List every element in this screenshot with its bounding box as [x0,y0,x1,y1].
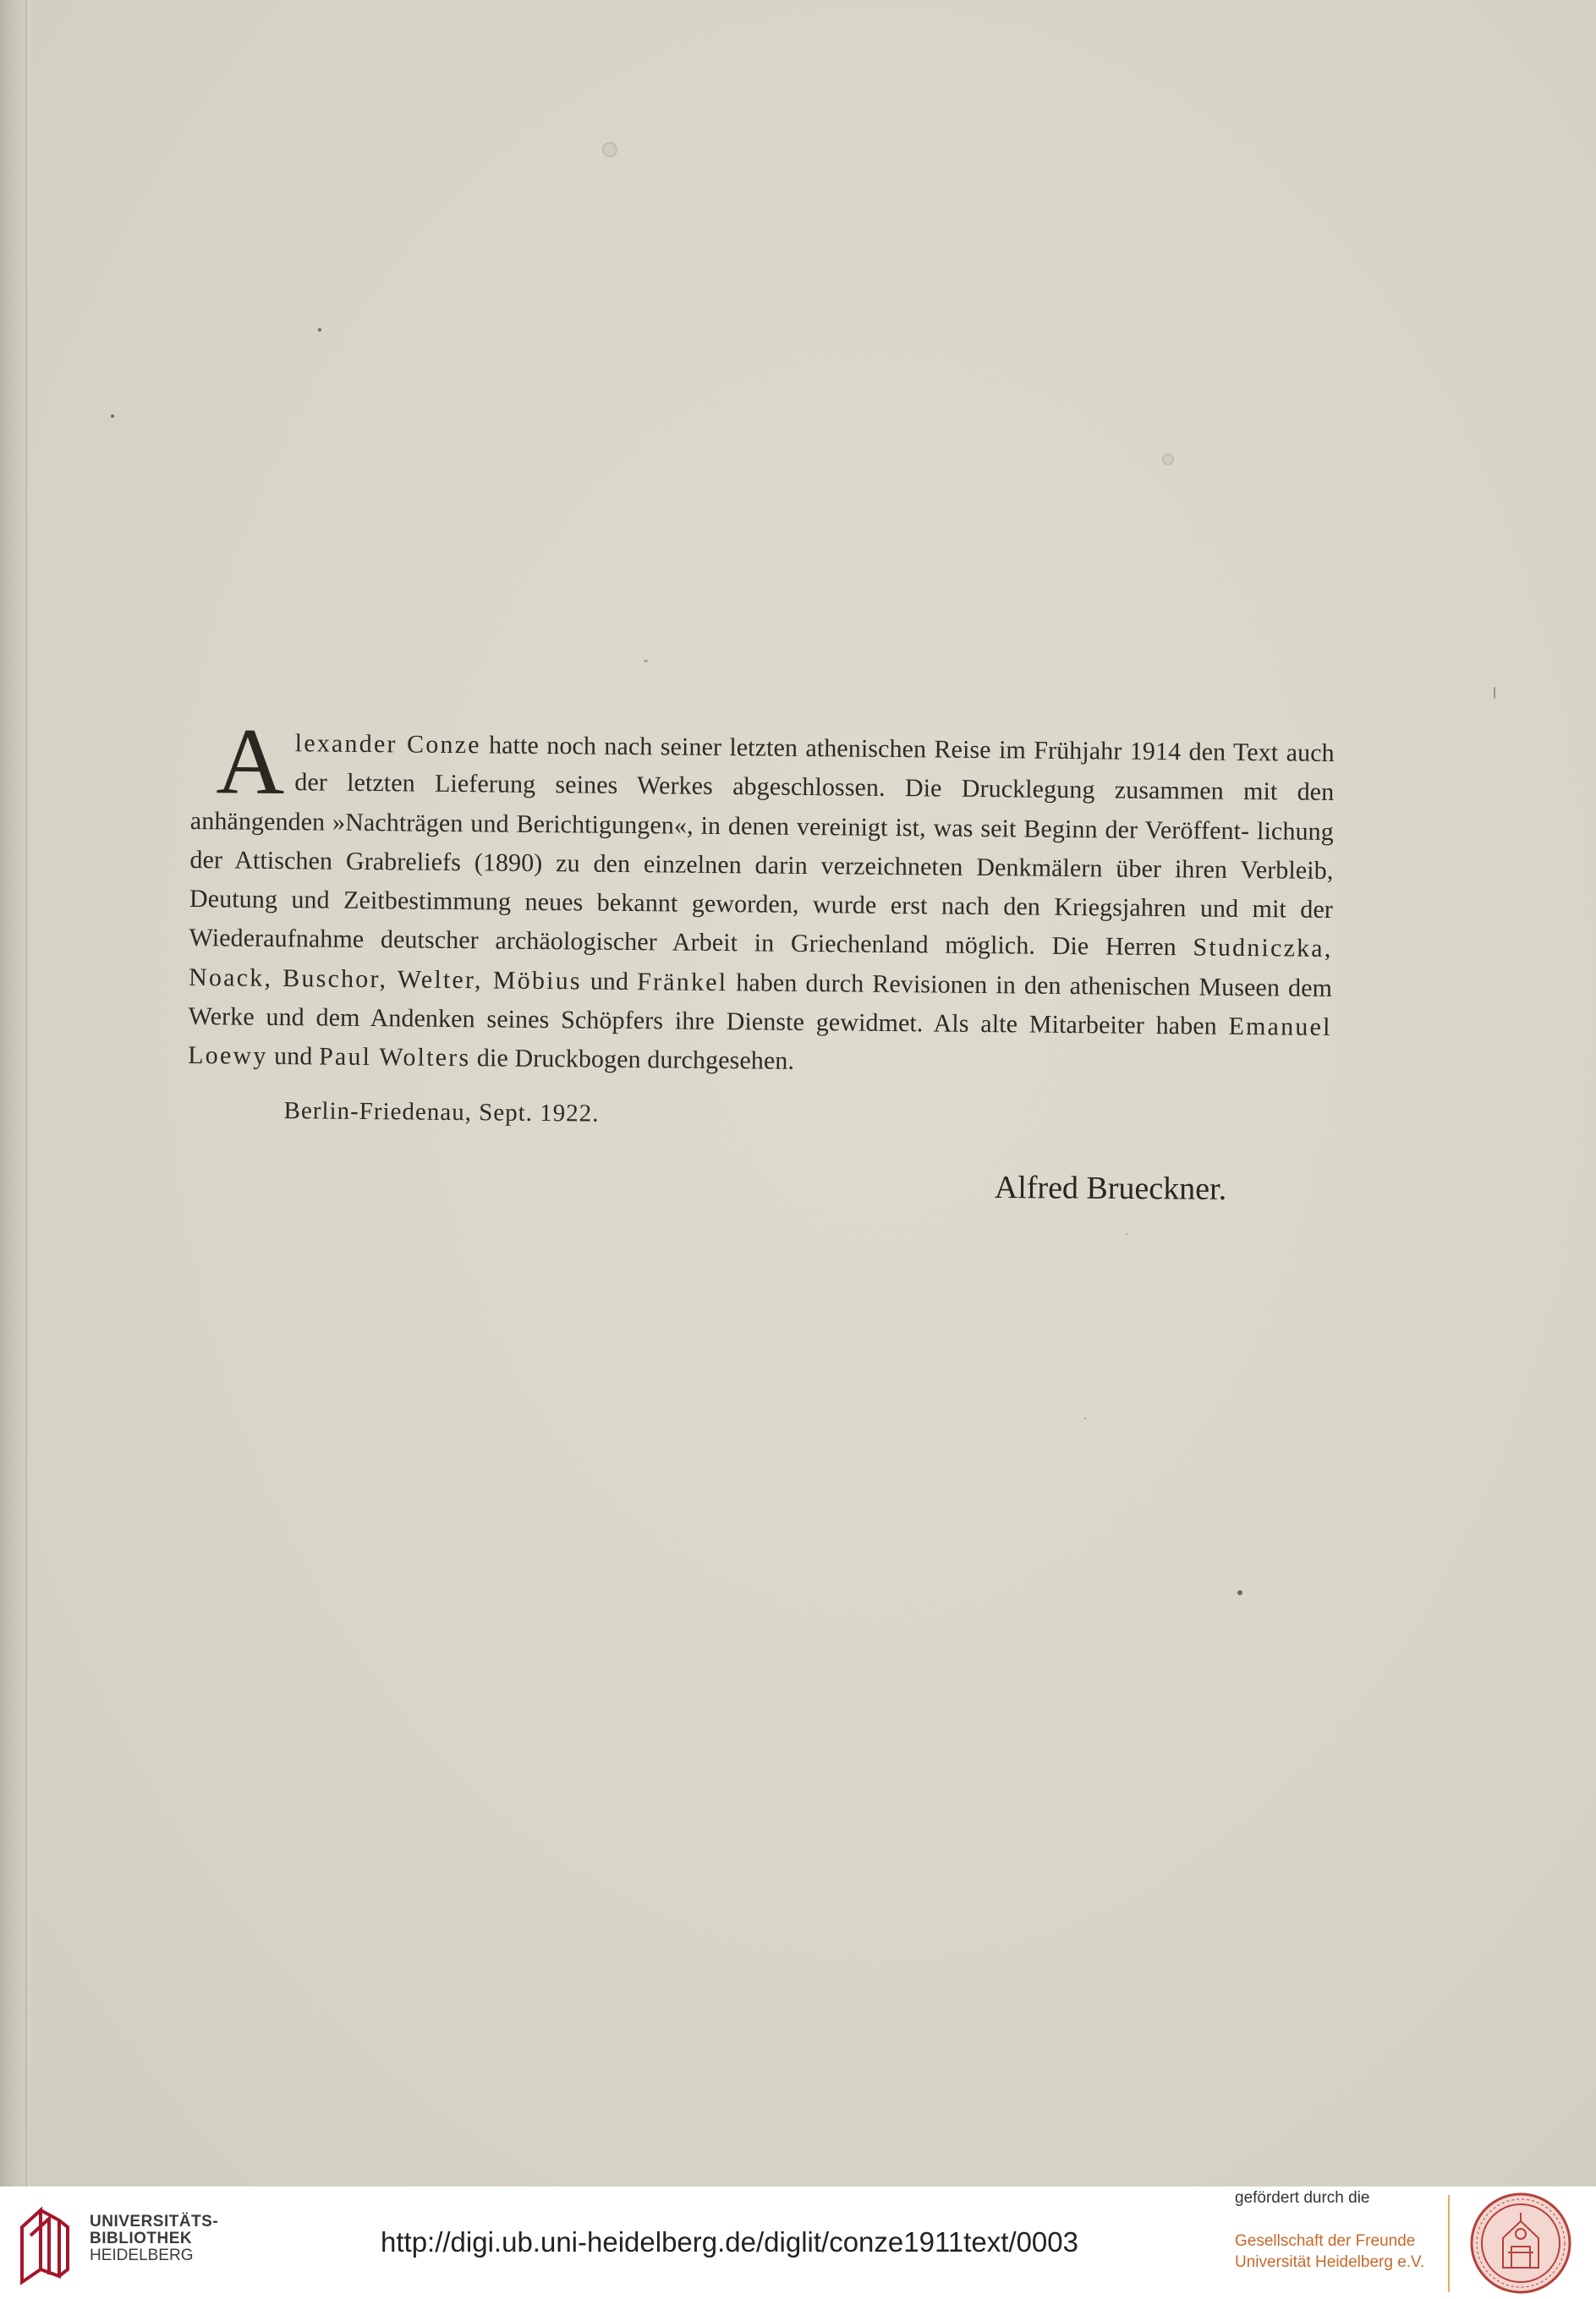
text-line: athenischen Museen dem Werke und dem Andenken seines Schöpfers ihre Dienste gewidmet. Als [188,971,1333,1038]
text-line: haben durch Revisionen in den [727,968,1061,1000]
text-line: und [267,1042,320,1071]
footer-divider [1448,2195,1450,2292]
paper-spot [1162,453,1174,465]
text-line: alte Mitarbeiter haben [980,1010,1229,1040]
ub-heidelberg-logo-icon [15,2202,74,2286]
footer-banner [0,2187,1596,2299]
text-line: die Druckbogen durchgesehen. [470,1044,795,1076]
paper-speck [111,414,114,418]
university-seal-icon [1469,2192,1572,2295]
text-line: hatte noch nach seiner letzten athenischen Reise im Frühjahr 1914 den Text [480,731,1279,767]
funded-by-label: gefördert durch die [1235,2189,1370,2207]
library-name-line: UNIVERSITÄTS- [90,2213,219,2230]
text-line: und [581,967,638,996]
preface-paragraph [188,709,1335,1087]
text-line: und mit der Wiederaufnahme deutscher archäologischer Arbeit in Griechenland möglich. Die Herren [189,894,1334,962]
paper-speck [1237,1590,1242,1595]
dateline: Berlin-Friedenau, Sept. 1922. [283,1096,600,1128]
library-name-line: HEIDELBERG [90,2247,194,2264]
paper-spot [602,142,617,157]
text-line: Verbleib, Deutung und Zeitbestimmung neues bekannt geworden, wurde erst nach den Kriegsjahren [189,855,1334,923]
text-line: anhängenden »Nachträgen und Berichtigungen«, in denen vereinigt ist, was seit Beginn der Veröffent- [189,806,1250,845]
library-name [90,2214,218,2264]
contributor-names-spaced: Studniczka, Noack, Buschor, Welter, Möbius [188,933,1333,996]
author-name-spaced: lexander Conze [294,729,481,760]
collaborator-name-spaced: Emanuel Loewy [188,1012,1332,1071]
paper-speck [318,328,321,332]
paper-speck [1126,1233,1127,1235]
preface-text [187,709,1335,1135]
paper-speck [644,660,648,662]
society-name [1235,2230,1424,2273]
paper-speck [1084,1418,1086,1419]
page-binding-edge [0,0,34,2187]
text-line: lichung der Attischen Grabreliefs (1890) zu den einzelnen darin verzeichneten Denkmälern über ihren [189,816,1334,884]
society-name-line: Gesellschaft der Freunde [1235,2232,1416,2250]
contributor-name-spaced: Fränkel [637,967,728,996]
text-line: auch der letzten Lieferung seines Werkes abgeschlossen. Die Drucklegung zusammen mit den [294,738,1335,807]
signature: Alfred Brueckner. [994,1170,1227,1207]
page-fold-line [25,0,27,2187]
library-name-line: BIBLIOTHEK [90,2230,193,2247]
permalink-url[interactable]: http://digi.ub.uni-heidelberg.de/diglit/conze1911text/0003 [381,2226,1078,2258]
drop-cap-letter: A [215,709,286,815]
collaborator-name-spaced: Paul Wolters [318,1042,471,1073]
society-name-line: Universität Heidelberg e.V. [1235,2253,1425,2271]
paper-speck [1494,687,1495,699]
